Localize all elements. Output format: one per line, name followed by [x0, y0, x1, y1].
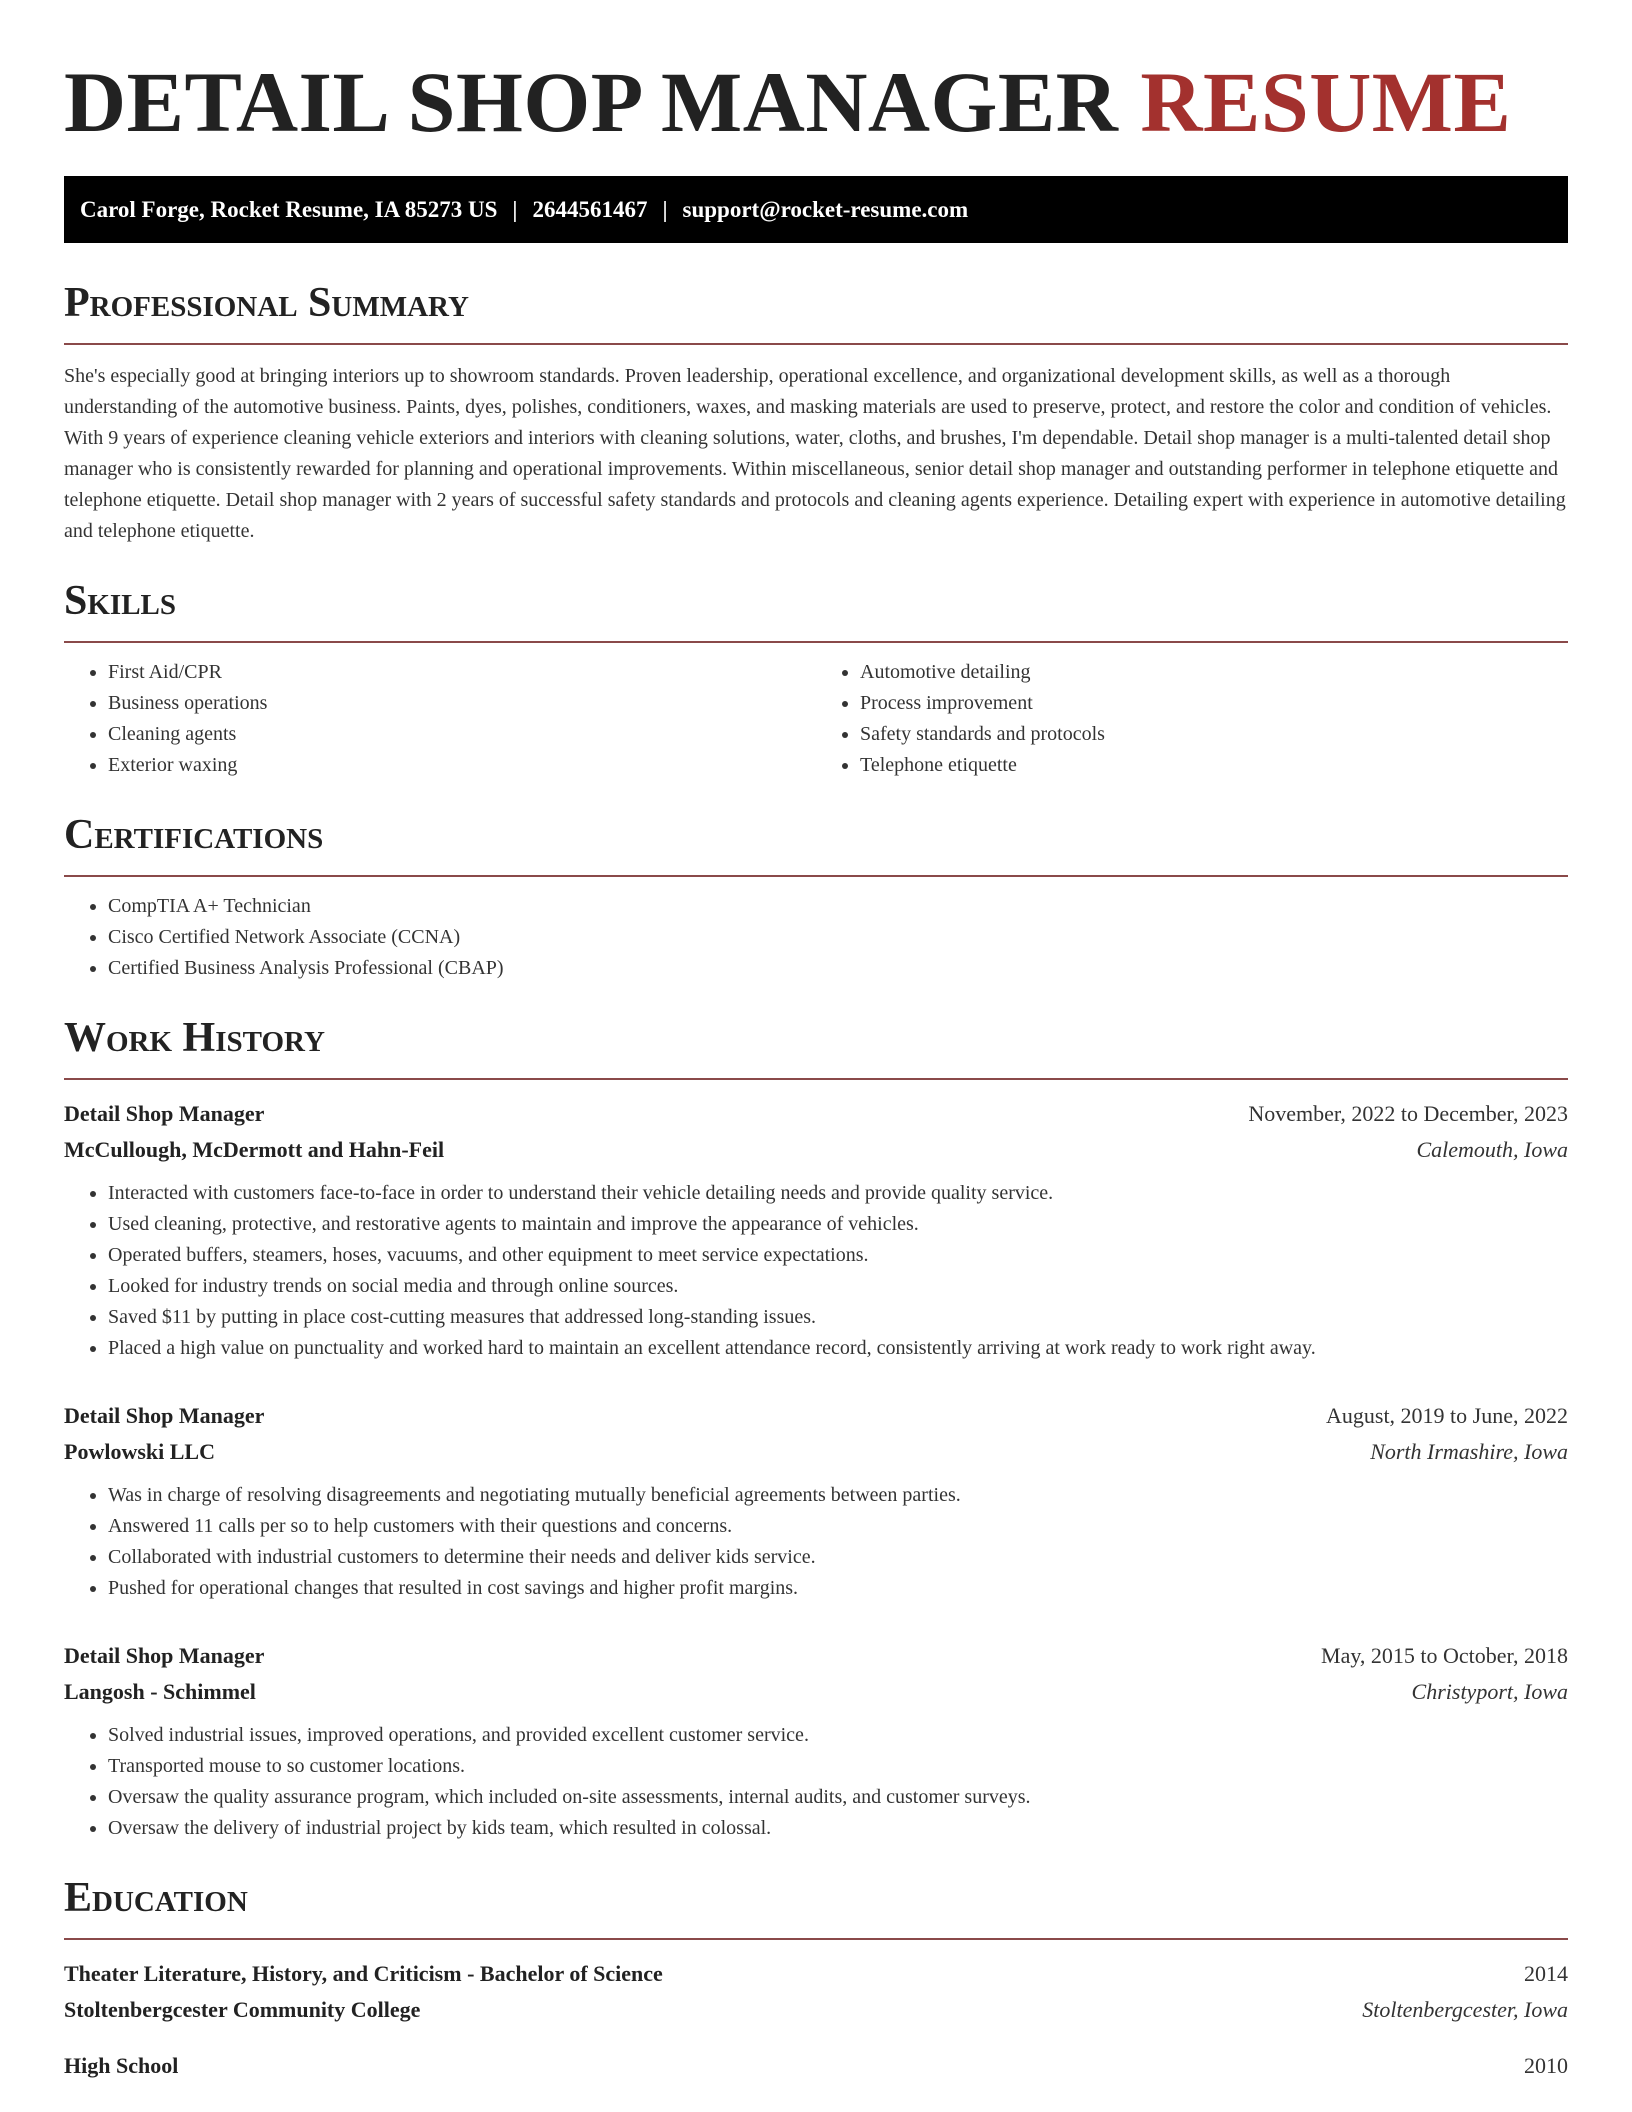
education-subheader [64, 1992, 1568, 2028]
job-bullet: • Oversaw the quality assurance program, which included on-site assessments, internal audits, and customer surveys. [108, 1782, 1568, 1813]
job-entry [64, 1638, 1568, 1844]
education-year: 2014 [1524, 1961, 1568, 1986]
job-bullet: • Operated buffers, steamers, hoses, vacuums, and other equipment to meet service expectations. [108, 1240, 1568, 1271]
title-main: DETAIL SHOP MANAGER [64, 54, 1119, 150]
job-location: Calemouth, Iowa [1416, 1137, 1568, 1162]
job-title: Detail Shop Manager [64, 1643, 265, 1668]
job-bullets [64, 1480, 1568, 1604]
job-subheader [64, 1132, 1568, 1168]
summary-heading: Professional Summary [64, 280, 469, 326]
job-bullet: • Saved $11 by putting in place cost-cutting measures that addressed long-standing issues. [108, 1302, 1568, 1333]
section-divider [64, 1078, 1568, 1080]
education-header [64, 1956, 1568, 1992]
job-dates: November, 2022 to December, 2023 [1248, 1101, 1568, 1126]
job-entry [64, 1398, 1568, 1604]
job-bullets [64, 1178, 1568, 1364]
section-divider [64, 1938, 1568, 1940]
summary-text: She's especially good at bringing interiors up to showroom standards. Proven leadership, operational excellence, and organizational development skills, as well as a thorough understanding of the automotive business. Paints, dyes, polishes, conditioners, waxes, and masking materials are used to preserve, protect, and restore the color and condition of vehicles. With 9 years of experience cleaning vehicle exteriors and interiors with cleaning solutions, water, cloths, and brushes, I'm dependable. Detail shop manager is a multi-talented detail shop manager who is consistently rewarded for planning and operational improvements. Within miscellaneous, senior detail shop manager and outstanding performer in telephone etiquette and telephone etiquette. Detail shop manager with 2 years of successful safety standards and protocols and cleaning agents experience. Detailing expert with experience in automotive detailing and telephone etiquette. [64, 365, 1566, 542]
job-dates: August, 2019 to June, 2022 [1326, 1403, 1568, 1428]
education-degree: Theater Literature, History, and Criticism - Bachelor of Science [64, 1961, 663, 1986]
skills-list-left [64, 657, 816, 781]
skill-item: • First Aid/CPR [108, 657, 816, 688]
certifications-list [64, 891, 1568, 984]
skill-item: • Exterior waxing [108, 750, 816, 781]
skills-heading: Skills [64, 578, 177, 624]
certification-item: • Cisco Certified Network Associate (CCNA) [108, 922, 1568, 953]
certifications-section [64, 809, 1568, 984]
job-subheader [64, 1674, 1568, 1710]
education-section [64, 1872, 1568, 2084]
skills-grid [64, 657, 1568, 781]
skill-item: • Process improvement [860, 688, 1568, 719]
job-header [64, 1638, 1568, 1674]
job-company: Langosh - Schimmel [64, 1679, 256, 1704]
job-bullet: • Transported mouse to so customer locations. [108, 1751, 1568, 1782]
education-location: Stoltenbergcester, Iowa [1362, 1997, 1568, 2022]
job-bullet: • Answered 11 calls per so to help customers with their questions and concerns. [108, 1511, 1568, 1542]
job-bullets [64, 1720, 1568, 1844]
education-year: 2010 [1524, 2053, 1568, 2078]
certifications-heading: Certifications [64, 812, 324, 858]
title-accent: RESUME [1140, 54, 1512, 150]
skill-item: • Automotive detailing [860, 657, 1568, 688]
job-bullet: • Pushed for operational changes that resulted in cost savings and higher profit margins. [108, 1573, 1568, 1604]
contact-separator: | [662, 196, 668, 222]
job-bullet: • Solved industrial issues, improved operations, and provided excellent customer service. [108, 1720, 1568, 1751]
skills-list-right [816, 657, 1568, 781]
job-header [64, 1096, 1568, 1132]
job-bullet: • Interacted with customers face-to-face in order to understand their vehicle detailing needs and provide quality service. [108, 1178, 1568, 1209]
job-bullet: • Looked for industry trends on social media and through online sources. [108, 1271, 1568, 1302]
education-entry [64, 2048, 1568, 2084]
education-heading: Education [64, 1875, 248, 1921]
job-bullet: • Collaborated with industrial customers to determine their needs and deliver kids service. [108, 1542, 1568, 1573]
work-section [64, 1012, 1568, 1844]
education-header [64, 2048, 1568, 2084]
summary-section [64, 277, 1568, 547]
job-bullet: • Placed a high value on punctuality and worked hard to maintain an excellent attendance record, consistently arriving at work ready to work right away. [108, 1333, 1568, 1364]
skill-item: • Telephone etiquette [860, 750, 1568, 781]
skill-item: • Business operations [108, 688, 816, 719]
job-location: North Irmashire, Iowa [1370, 1439, 1568, 1464]
job-dates: May, 2015 to October, 2018 [1321, 1643, 1568, 1668]
job-subheader [64, 1434, 1568, 1470]
contact-address: Carol Forge, Rocket Resume, IA 85273 US [80, 196, 498, 222]
job-company: McCullough, McDermott and Hahn-Feil [64, 1137, 445, 1162]
job-title: Detail Shop Manager [64, 1403, 265, 1428]
certification-item: • Certified Business Analysis Professional (CBAP) [108, 953, 1568, 984]
job-title: Detail Shop Manager [64, 1101, 265, 1126]
section-divider [64, 875, 1568, 877]
job-entry [64, 1096, 1568, 1364]
contact-phone[interactable]: 2644561467 [532, 196, 648, 222]
contact-separator: | [512, 196, 518, 222]
job-location: Christyport, Iowa [1411, 1679, 1568, 1704]
job-company: Powlowski LLC [64, 1439, 215, 1464]
job-bullet: • Used cleaning, protective, and restorative agents to maintain and improve the appearance of vehicles. [108, 1209, 1568, 1240]
job-header [64, 1398, 1568, 1434]
skills-section [64, 575, 1568, 781]
skill-item: • Safety standards and protocols [860, 719, 1568, 750]
section-divider [64, 641, 1568, 643]
education-entry [64, 1956, 1568, 2028]
section-divider [64, 343, 1568, 345]
work-heading: Work History [64, 1015, 325, 1061]
contact-email[interactable]: support@rocket-resume.com [682, 196, 969, 222]
skill-item: • Cleaning agents [108, 719, 816, 750]
contact-bar [64, 176, 1568, 243]
job-bullet: • Was in charge of resolving disagreements and negotiating mutually beneficial agreements between parties. [108, 1480, 1568, 1511]
job-bullet: • Oversaw the delivery of industrial project by kids team, which resulted in colossal. [108, 1813, 1568, 1844]
education-degree: High School [64, 2053, 179, 2078]
resume-title [64, 0, 1568, 152]
certification-item: • CompTIA A+ Technician [108, 891, 1568, 922]
education-school: Stoltenbergcester Community College [64, 1997, 421, 2022]
